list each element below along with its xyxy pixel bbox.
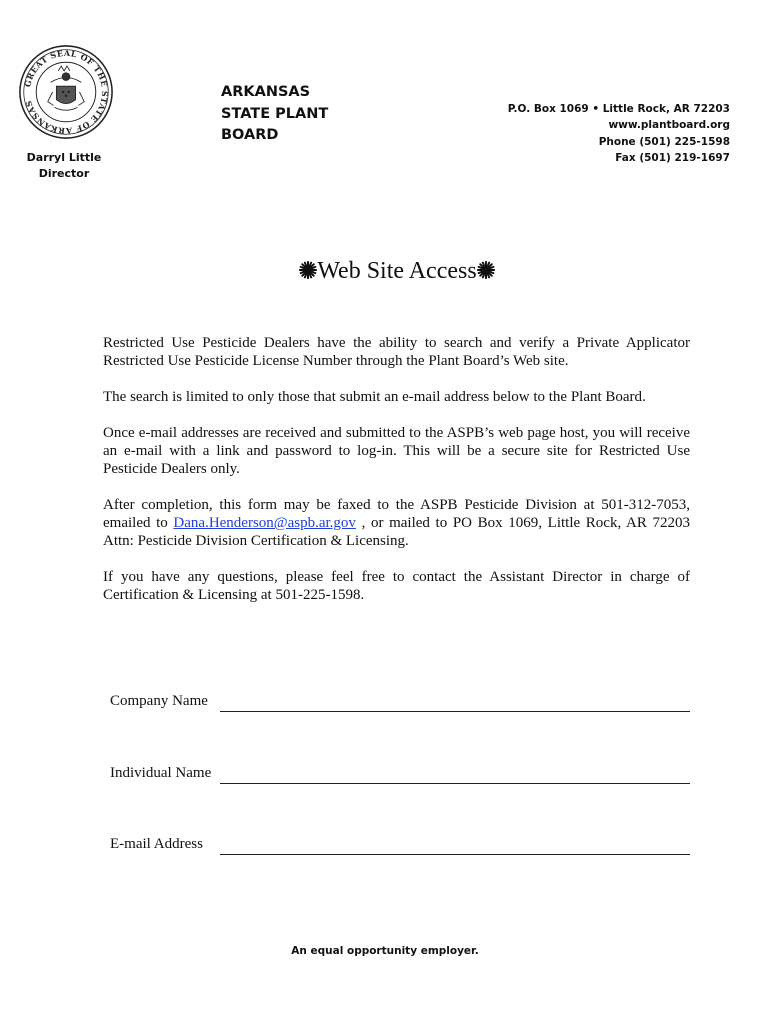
paragraph-search-limit: The search is limited to only those that submit an e-mail address below to the Plant Board. [103, 389, 646, 405]
contact-website: www.plantboard.org [608, 119, 730, 132]
star-burst-icon [299, 261, 317, 279]
svg-text:GREAT SEAL OF THE STATE OF ARK: GREAT SEAL OF THE STATE OF ARKANSAS [23, 48, 110, 136]
agency-name [221, 82, 328, 147]
contact-fax: Fax (501) 219-1697 [615, 151, 730, 164]
page-title [0, 258, 770, 285]
submission-text-before: After completion, this form may be faxed to the ASPB Pesticide Division at 501-312-7053, emailed to [103, 497, 690, 531]
agency-line-3: BOARD [221, 127, 279, 143]
state-seal-logo [18, 44, 114, 140]
director-name: Darryl Little [26, 151, 102, 164]
email-address-input[interactable] [220, 834, 690, 855]
agency-line-1: ARKANSAS [221, 84, 311, 100]
director-title: Director [38, 167, 90, 180]
individual-name-field [110, 760, 690, 784]
email-address-label: E-mail Address [110, 836, 203, 852]
paragraph-submission [103, 496, 690, 550]
email-link[interactable]: Dana.Henderson@aspb.ar.gov [173, 515, 356, 531]
individual-name-label: Individual Name [110, 765, 212, 781]
contact-address: P.O. Box 1069 • Little Rock, AR 72203 [507, 103, 730, 115]
agency-line-2: STATE PLANT [221, 105, 329, 122]
paragraph-questions: If you have any questions, please feel free to contact the Assistant Director in charge of Certification & Licensing at 501-225-1598. [103, 569, 690, 603]
company-name-input[interactable] [220, 691, 690, 712]
footer-note: An equal opportunity employer. [291, 945, 479, 957]
paragraph-intro: Restricted Use Pesticide Dealers have the ability to search and verify a Private Applicator Restricted Use Pesticide License Number through the Plant Board’s Web site. [103, 335, 690, 369]
contact-block [508, 101, 730, 166]
company-name-field [110, 688, 690, 712]
submission-text-after: , or mailed to PO Box 1069, Little Rock, AR 72203 Attn: Pesticide Division Certification & Licensing. [103, 515, 690, 549]
contact-phone: Phone (501) 225-1598 [598, 135, 730, 148]
page-title-text: Web Site Access [317, 258, 477, 284]
star-burst-icon [477, 261, 495, 279]
body-text [103, 334, 690, 622]
company-name-label: Company Name [110, 693, 208, 709]
director-block [14, 150, 114, 182]
email-address-field [110, 831, 690, 855]
individual-name-input[interactable] [220, 763, 690, 784]
paragraph-login-info: Once e-mail addresses are received and submitted to the ASPB’s web page host, you will receive an e-mail with a link and password to log-in. This will be a secure site for Restricted Use Pesticide Dealers only. [103, 425, 690, 477]
